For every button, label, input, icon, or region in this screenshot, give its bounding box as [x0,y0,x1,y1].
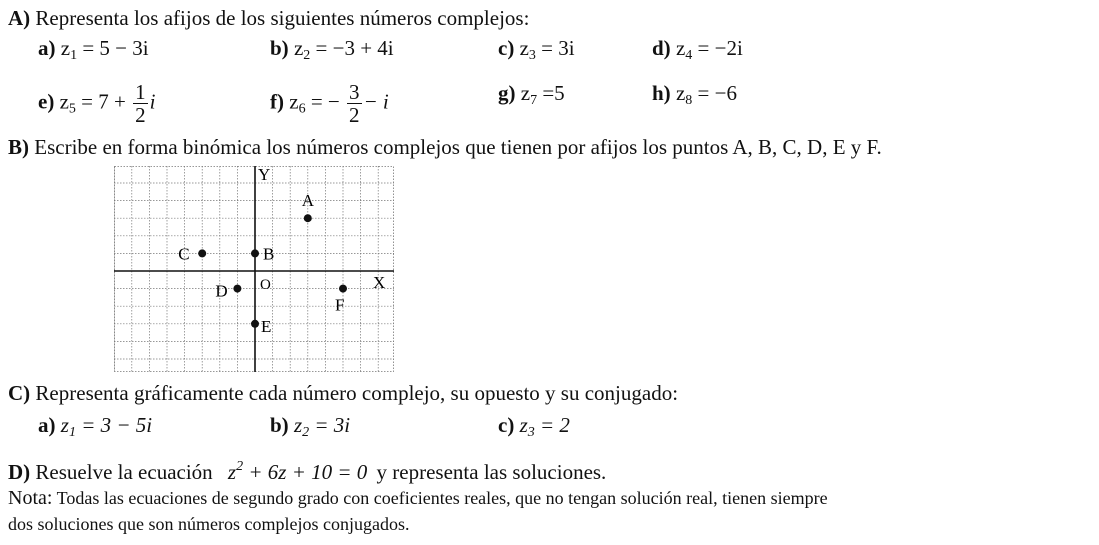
point-f [339,285,347,293]
points-layer [178,191,347,336]
item-e-z5: e) $z_5 = 7$ + $\frac{1}{2}$ i [38,80,156,127]
section-c-label: C) [8,381,31,405]
item-g-z7: g) $z_7 =5$ [498,81,565,108]
point-label-a: A [301,191,315,211]
item-f-z6: f) $z_6$ = − $\frac{3}{2}$ − i [270,80,389,127]
item-c-b: b) $z_2 = 3i$ [270,413,351,440]
section-a-heading [8,6,529,30]
point-label-f: F [335,295,345,315]
section-a-label: A) [8,6,31,30]
point-e [251,320,259,328]
item-a-z1: a) $z_1 = 5 - 3i$ [38,36,149,63]
point-b [251,249,259,257]
section-b-label: B) [8,135,29,159]
complex-plane-grid [114,166,394,372]
point-label-e: E [261,316,272,336]
point-label-c: C [178,244,190,264]
fraction-one-half: $\frac{1}{2}$ [135,80,146,127]
section-a-text: Representa los afijos de los siguientes números complejos: [30,6,530,30]
equation: $z^2 + 6z + 10 = 0$ [227,459,368,484]
section-c-heading [8,381,678,405]
section-c-text: Representa gráficamente cada número complejo, su opuesto y su conjugado: [30,381,679,405]
point-c [198,249,206,257]
point-d [233,285,241,293]
point-label-d: D [215,281,228,301]
note-text-1: Todas las ecuaciones de segundo grado con coeficientes reales, que no tengan solución real, tienen siempre [52,488,828,508]
item-d-z4: d) $z_4 = -2i$ [652,36,743,63]
grid-border [115,167,394,372]
note-line-1 [8,485,828,510]
section-d-label: D) [8,460,31,484]
fraction-three-halves: $\frac{3}{2}$ [349,80,360,127]
item-c-a: a) $z_1 = 3 - 5i$ [38,413,153,440]
point-label-b: B [263,244,275,264]
item-c-z3: c) $z_3 = 3i$ [498,36,575,63]
y-axis-label: Y [258,166,271,184]
section-d-text-after: y representa las soluciones. [376,460,607,484]
note-label: Nota: [8,487,53,509]
origin-label: O [260,277,271,293]
grid-lines [114,166,394,372]
section-b-text: Escribe en forma binómica los números complejos que tienen por afijos los puntos A, B, C, D, E y F. [29,135,882,159]
section-d-heading [8,455,606,484]
item-b-z2: b) $z_2 = -3 + 4i$ [270,36,394,63]
section-b-heading [8,135,882,159]
item-c-c: c) $z_3 = 2$ [498,413,570,440]
point-a [304,214,312,222]
section-d-text: Resuelve la ecuación [30,460,213,484]
note-line-2: dos soluciones que son números complejos conjugados. [8,514,410,534]
x-axis-label: X [373,273,386,292]
item-h-z8: h) $z_8 = -6$ [652,81,737,108]
